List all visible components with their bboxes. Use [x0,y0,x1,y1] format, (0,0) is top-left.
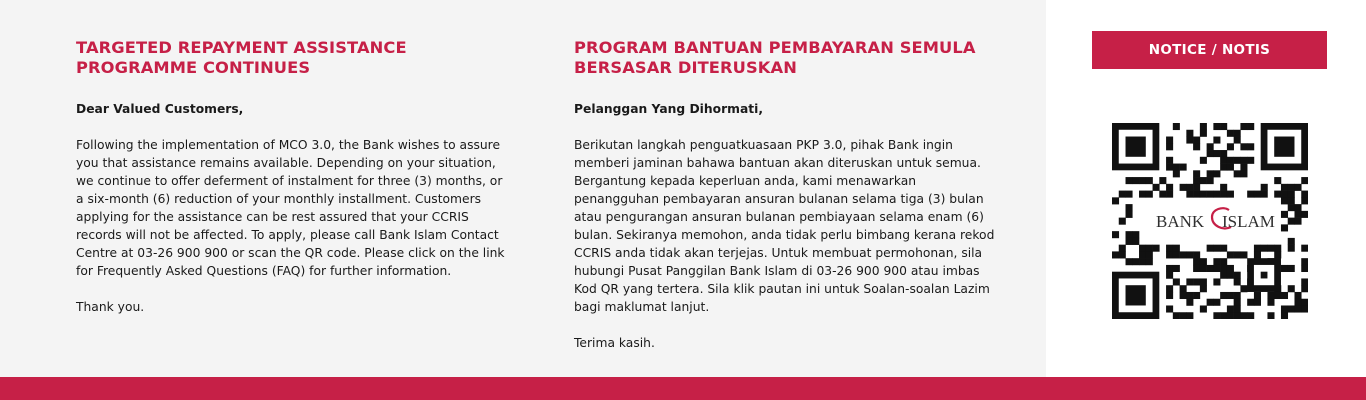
bank-islam-logo-text-right: ISLAM [1222,212,1275,231]
malay-title [574,38,1004,78]
english-body-line: records will not be affected. To apply, please call Bank Islam Contact [76,228,499,242]
malay-body-line: Berikutan langkah penguatkuasaan PKP 3.0, pihak Bank ingin [574,138,953,152]
english-title-line2: PROGRAMME CONTINUES [76,58,311,77]
malay-body-line: hubungi Pusat Panggilan Bank Islam di 03-26 900 900 atau imbas [574,264,980,278]
malay-body-line: bulan. Sekiranya memohon, anda tidak perlu bimbang kerana rekod [574,228,995,242]
malay-body-line: penangguhan pembayaran ansuran bulanan selama tiga (3) bulan [574,192,984,206]
malay-body [574,136,1004,316]
english-title-line1: TARGETED REPAYMENT ASSISTANCE [76,38,407,57]
malay-body-line: memberi jaminan bahawa bantuan akan diteruskan untuk semua. [574,156,981,170]
english-body-line: a six-month (6) reduction of your monthly installment. Customers [76,192,482,206]
english-notice [76,38,516,316]
malay-title-line2: BERSASAR DITERUSKAN [574,58,797,77]
english-body-line: you that assistance remains available. Depending on your situation, [76,156,496,170]
malay-faq-link-line[interactable]: Kod QR yang tertera. Sila klik pautan ini untuk Soalan-soalan Lazim [574,282,990,296]
malay-body-line: CCRIS anda tidak akan terjejas. Untuk membuat permohonan, sila [574,246,983,260]
notice-badge: NOTICE / NOTIS [1092,31,1327,69]
english-faq-link-line[interactable]: for Frequently Asked Questions (FAQ) for further information. [76,264,452,278]
malay-closing: Terima kasih. [574,336,655,350]
malay-notice [574,38,1004,352]
english-body-line: Following the implementation of MCO 3.0, the Bank wishes to assure [76,138,501,152]
malay-title-line1: PROGRAM BANTUAN PEMBAYARAN SEMULA [574,38,976,57]
malay-body-line: atau pengurangan ansuran bulanan pembiayaan selama enam (6) [574,210,984,224]
malay-greeting: Pelanggan Yang Dihormati, [574,102,764,116]
malay-body-line: bagi maklumat lanjut. [574,300,710,314]
bank-islam-logo-text-left: BANK [1156,212,1205,231]
bottom-brand-bar [0,377,1366,400]
qr-code-graphic [1112,123,1308,319]
qr-code-icon[interactable] [1112,123,1308,319]
english-greeting: Dear Valued Customers, [76,102,244,116]
notice-side-panel [1046,0,1366,377]
english-body-line: Centre at 03-26 900 900 or scan the QR code. Please click on the link [76,246,505,260]
english-body-line: applying for the assistance can be rest assured that your CCRIS [76,210,469,224]
malay-body-line: Bergantung kepada keperluan anda, kami menawarkan [574,174,917,188]
english-closing: Thank you. [76,300,145,314]
english-body-line: we continue to offer deferment of instalment for three (3) months, or [76,174,503,188]
english-title [76,38,516,78]
english-body [76,136,516,280]
